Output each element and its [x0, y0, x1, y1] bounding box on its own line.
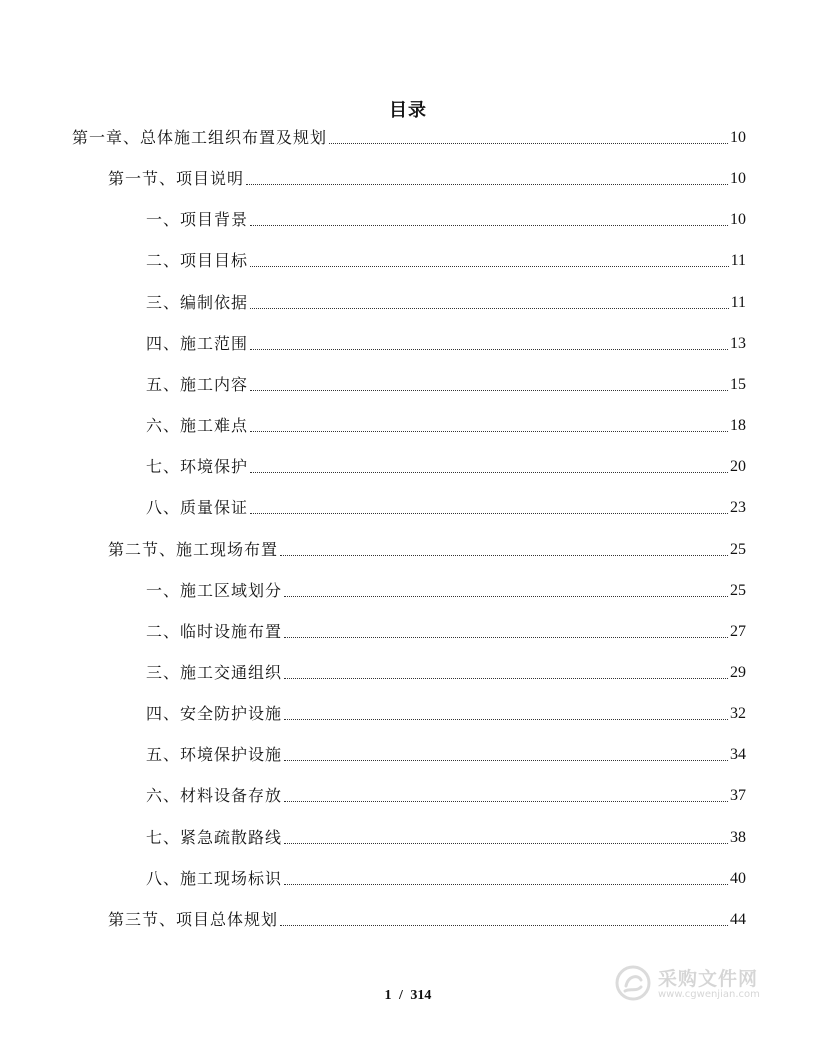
toc-entry[interactable] — [146, 744, 746, 766]
toc-dot-leader — [284, 662, 728, 684]
toc-entry[interactable] — [146, 827, 746, 849]
toc-entry-page-number: 23 — [730, 499, 746, 516]
toc-dot-leader — [250, 497, 728, 519]
toc-entry-page-number: 32 — [730, 705, 746, 722]
toc-dot-leader — [250, 292, 729, 314]
toc-entry[interactable] — [146, 497, 746, 519]
watermark-url: www.cgwenjian.com — [658, 989, 760, 1000]
toc-dot-leader — [280, 539, 728, 561]
toc-entry-label: 八、质量保证 — [146, 498, 249, 517]
toc-dot-leader — [250, 250, 729, 272]
toc-entry-page-number: 29 — [730, 664, 746, 681]
toc-entry[interactable] — [108, 909, 746, 931]
toc-entry-label: 八、施工现场标识 — [146, 869, 283, 888]
watermark-name: 采购文件网 — [658, 968, 759, 990]
toc-entry[interactable] — [146, 415, 746, 437]
toc-dot-leader — [250, 209, 728, 231]
cgwenjian-logo-icon — [614, 964, 652, 1002]
page-number-footer: 1 / 314 — [384, 988, 432, 1003]
toc-entry-page-number: 34 — [730, 746, 746, 763]
toc-entry-page-number: 18 — [730, 417, 746, 434]
toc-entry-label: 一、项目背景 — [146, 210, 249, 229]
toc-entry-label: 五、环境保护设施 — [146, 745, 283, 764]
toc-entry-page-number: 11 — [730, 294, 746, 311]
toc-dot-leader — [250, 333, 728, 355]
toc-dot-leader — [284, 785, 728, 807]
toc-entry[interactable] — [146, 621, 746, 643]
toc-entry[interactable] — [146, 580, 746, 602]
toc-entry-label: 六、材料设备存放 — [146, 786, 283, 805]
toc-entry[interactable] — [146, 292, 746, 314]
toc-title: 目录 — [389, 100, 427, 121]
toc-entry-page-number: 38 — [730, 829, 746, 846]
toc-entry[interactable] — [146, 662, 746, 684]
toc-dot-leader — [280, 909, 728, 931]
toc-dot-leader — [329, 127, 728, 149]
toc-dot-leader — [250, 374, 728, 396]
toc-entry[interactable] — [146, 374, 746, 396]
toc-entry-label: 二、临时设施布置 — [146, 622, 283, 641]
toc-dot-leader — [250, 456, 728, 478]
toc-entry-label: 第二节、施工现场布置 — [108, 540, 279, 559]
toc-entry-page-number: 44 — [730, 911, 746, 928]
toc-entry-page-number: 27 — [730, 623, 746, 640]
watermark — [614, 962, 784, 1006]
toc-entry-label: 三、施工交通组织 — [146, 663, 283, 682]
toc-entry-page-number: 10 — [730, 211, 746, 228]
toc-entry-label: 三、编制依据 — [146, 293, 249, 312]
toc-entry-page-number: 40 — [730, 870, 746, 887]
toc-entry[interactable] — [146, 703, 746, 725]
toc-dot-leader — [284, 868, 728, 890]
toc-entry-page-number: 25 — [730, 541, 746, 558]
toc-dot-leader — [284, 580, 728, 602]
toc-entry[interactable] — [146, 209, 746, 231]
toc-entry-label: 第一节、项目说明 — [108, 169, 245, 188]
toc-entry-label: 一、施工区域划分 — [146, 581, 283, 600]
toc-entry-page-number: 25 — [730, 582, 746, 599]
toc-entry-page-number: 13 — [730, 335, 746, 352]
toc-dot-leader — [246, 168, 728, 190]
toc-entry-label: 四、安全防护设施 — [146, 704, 283, 723]
toc-entry-label: 第一章、总体施工组织布置及规划 — [72, 128, 328, 147]
toc-entry-page-number: 11 — [730, 252, 746, 269]
toc-entry[interactable] — [108, 539, 746, 561]
toc-dot-leader — [284, 703, 728, 725]
toc-entry-page-number: 10 — [730, 129, 746, 146]
toc-entry[interactable] — [146, 785, 746, 807]
toc-entry-label: 七、紧急疏散路线 — [146, 828, 283, 847]
toc-entry-label: 四、施工范围 — [146, 334, 249, 353]
toc-entry-page-number: 37 — [730, 787, 746, 804]
toc-entry[interactable] — [146, 250, 746, 272]
toc-entry-page-number: 20 — [730, 458, 746, 475]
toc-entry-label: 第三节、项目总体规划 — [108, 910, 279, 929]
toc-dot-leader — [284, 621, 728, 643]
toc-entry-page-number: 10 — [730, 170, 746, 187]
toc-entry-page-number: 15 — [730, 376, 746, 393]
toc-dot-leader — [250, 415, 728, 437]
toc-entry-label: 二、项目目标 — [146, 251, 249, 270]
toc-entry[interactable] — [72, 127, 746, 149]
toc-entry[interactable] — [146, 868, 746, 890]
toc-entry-label: 六、施工难点 — [146, 416, 249, 435]
toc-entry[interactable] — [146, 333, 746, 355]
toc-dot-leader — [284, 827, 728, 849]
toc-entry-label: 七、环境保护 — [146, 457, 249, 476]
toc-entry[interactable] — [108, 168, 746, 190]
toc-dot-leader — [284, 744, 728, 766]
toc-entry-label: 五、施工内容 — [146, 375, 249, 394]
toc-entry[interactable] — [146, 456, 746, 478]
